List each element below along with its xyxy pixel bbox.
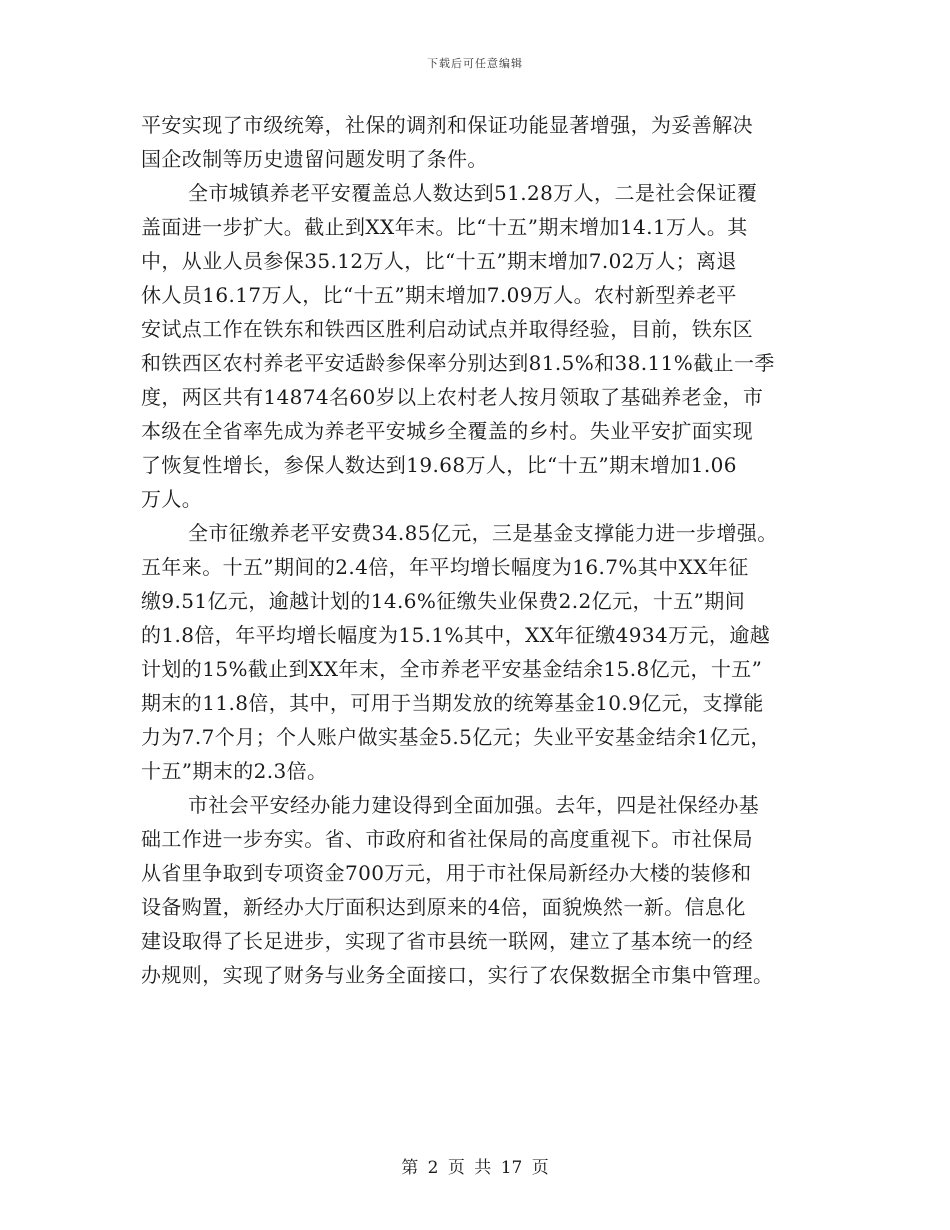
text-line: 本级在全省率先成为养老平安城乡全覆盖的乡村。失业平安扩面实现 (141, 419, 753, 443)
text-line: 力为7.7个月；个人账户做实基金5.5亿元；失业平安基金结余1亿元， (141, 725, 771, 749)
text-line: 十五”期末的2.3倍。 (141, 759, 328, 783)
text-line: 度，两区共有14874名60岁以上农村老人按月领取了基础养老金，市 (141, 385, 764, 409)
text-line: 五年来。十五”期间的2.4倍，年平均增长幅度为16.7%其中XX年征 (141, 555, 749, 579)
text-line: 万人。 (141, 487, 203, 511)
text-line: 缴9.51亿元，逾越计划的14.6%征缴失业保费2.2亿元，十五”期间 (141, 589, 746, 613)
text-line: 计划的15%截止到XX年末，全市养老平安基金结余15.8亿元，十五” (141, 657, 763, 681)
text-line: 平安实现了市级统筹，社保的调剂和保证功能显著增强，为妥善解决 (141, 113, 753, 137)
text-line: 办规则，实现了财务与业务全面接口，实行了农保数据全市集中管理。 (141, 963, 774, 987)
text-line: 市社会平安经办能力建设得到全面加强。去年，四是社保经办基 (188, 793, 760, 817)
text-line: 设备购置，新经办大厅面积达到原来的4倍，面貌焕然一新。信息化 (141, 895, 746, 919)
text-line: 础工作进一步夯实。省、市政府和省社保局的高度重视下。市社保局 (141, 827, 753, 851)
page-header: 下载后可任意编辑 (427, 57, 523, 70)
document-body (141, 108, 821, 992)
text-line: 全市城镇养老平安覆盖总人数达到51.28万人，二是社会保证覆 (188, 181, 758, 205)
text-line: 了恢复性增长，参保人数达到19.68万人，比“十五”期末增加1.06 (141, 453, 737, 477)
text-line: 从省里争取到专项资金700万元，用于市社保局新经办大楼的装修和 (141, 861, 752, 885)
text-line: 期末的11.8倍，其中，可用于当期发放的统筹基金10.9亿元，支撑能 (141, 691, 764, 715)
text-line: 国企改制等历史遗留问题发明了条件。 (141, 147, 488, 171)
text-line: 安试点工作在铁东和铁西区胜利启动试点并取得经验，目前，铁东区 (141, 317, 753, 341)
text-line: 全市征缴养老平安费34.85亿元，三是基金支撑能力进一步增强。 (188, 521, 778, 545)
text-line: 和铁西区农村养老平安适龄参保率分别达到81.5%和38.11%截止一季 (141, 351, 775, 375)
text-line: 中，从业人员参保35.12万人，比“十五”期末增加7.02万人；离退 (141, 249, 737, 273)
text-line: 的1.8倍，年平均增长幅度为15.1%其中，XX年征缴4934万元，逾越 (141, 623, 771, 647)
page-number: 第 2 页 共 17 页 (401, 1158, 549, 1178)
text-line: 休人员16.17万人，比“十五”期末增加7.09万人。农村新型养老平 (141, 283, 737, 307)
text-line: 建设取得了长足进步，实现了省市县统一联网，建立了基本统一的经 (141, 929, 753, 953)
text-line: 盖面进一步扩大。截止到XX年末。比“十五”期末增加14.1万人。其 (141, 215, 748, 239)
